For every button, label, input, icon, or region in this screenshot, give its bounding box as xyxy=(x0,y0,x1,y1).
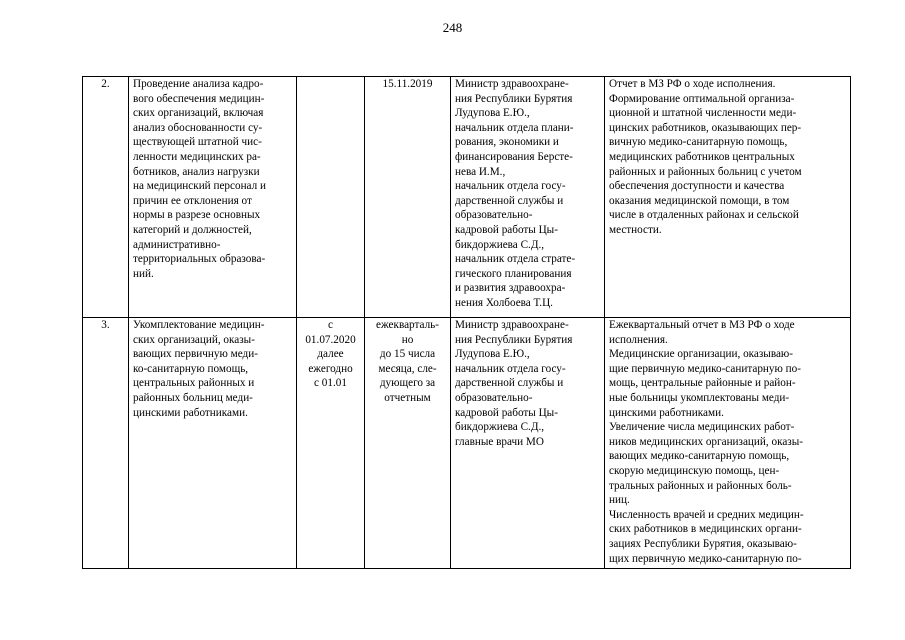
responsible-cell: Министр здравоохране- ния Республики Бурятия Лудупова Е.Ю., начальник отдела госу- дарственной службы и образовательно- кадровой работы Цы- бикдоржиева С.Д., главные врачи МО xyxy=(451,318,605,569)
start-date-cell xyxy=(297,77,365,318)
deadline-cell: 15.11.2019 xyxy=(365,77,451,318)
result-cell: Отчет в МЗ РФ о ходе исполнения. Формирование оптимальной организа- ционной и штатной численности меди- цинских работников, оказывающих пер- вичную медико-санитарную помощь, медицинских работников центральных районных и районных больниц с учетом обеспечения доступности и качества оказания медицинской помощи, в том числе в отдаленных районах и сельской местности. xyxy=(605,77,851,318)
deadline-cell: ежекварталь- но до 15 числа месяца, сле- дующего за отчетным xyxy=(365,318,451,569)
result-cell: Ежеквартальный отчет в МЗ РФ о ходе исполнения. Медицинские организации, оказываю- щие первичную медико-санитарную по- мощь, центральные районные и район- ные больницы укомплектованы меди- цинскими работниками. Увеличение числа медицинских работ- ников медицинских организаций, оказы- вающих медико-санитарную помощь, скорую медицинскую помощь, цен- тральных районных и районных боль- ниц. Численность врачей и средних медицин- ских работников в медицинских органи- зациях Республики Бурятия, оказываю- щих первичную медико-санитарную по- xyxy=(605,318,851,569)
row-number: 3. xyxy=(83,318,129,569)
measure-cell: Укомплектование медицин- ских организаций, оказы- вающих первичную меди- ко-санитарную помощь, центральных районных и районных больниц меди- цинскими работниками. xyxy=(129,318,297,569)
measure-cell: Проведение анализа кадро- вого обеспечения медицин- ских организаций, включая анализ обоснованности су- ществующей штатной чис- ленности медицинских ра- ботников, анализ нагрузки на медицинский персонал и причин ее отклонения от нормы в разрезе основных категорий и должностей, административно- территориальных образова- ний. xyxy=(129,77,297,318)
page-number: 248 xyxy=(442,20,463,35)
start-date-cell: с 01.07.2020 далее ежегодно с 01.01 xyxy=(297,318,365,569)
responsible-cell: Министр здравоохране- ния Республики Бурятия Лудупова Е.Ю., начальник отдела плани- рования, экономики и финансирования Берсте- нева И.М., начальник отдела госу- дарственной службы и образовательно- кадровой работы Цы- бикдоржиева С.Д., начальник отдела страте- гического планирования и развития здравоохра- нения Холбоева Т.Ц. xyxy=(451,77,605,318)
table-row xyxy=(83,77,851,318)
table-row xyxy=(83,318,851,569)
measures-table xyxy=(82,76,851,569)
row-number: 2. xyxy=(83,77,129,318)
